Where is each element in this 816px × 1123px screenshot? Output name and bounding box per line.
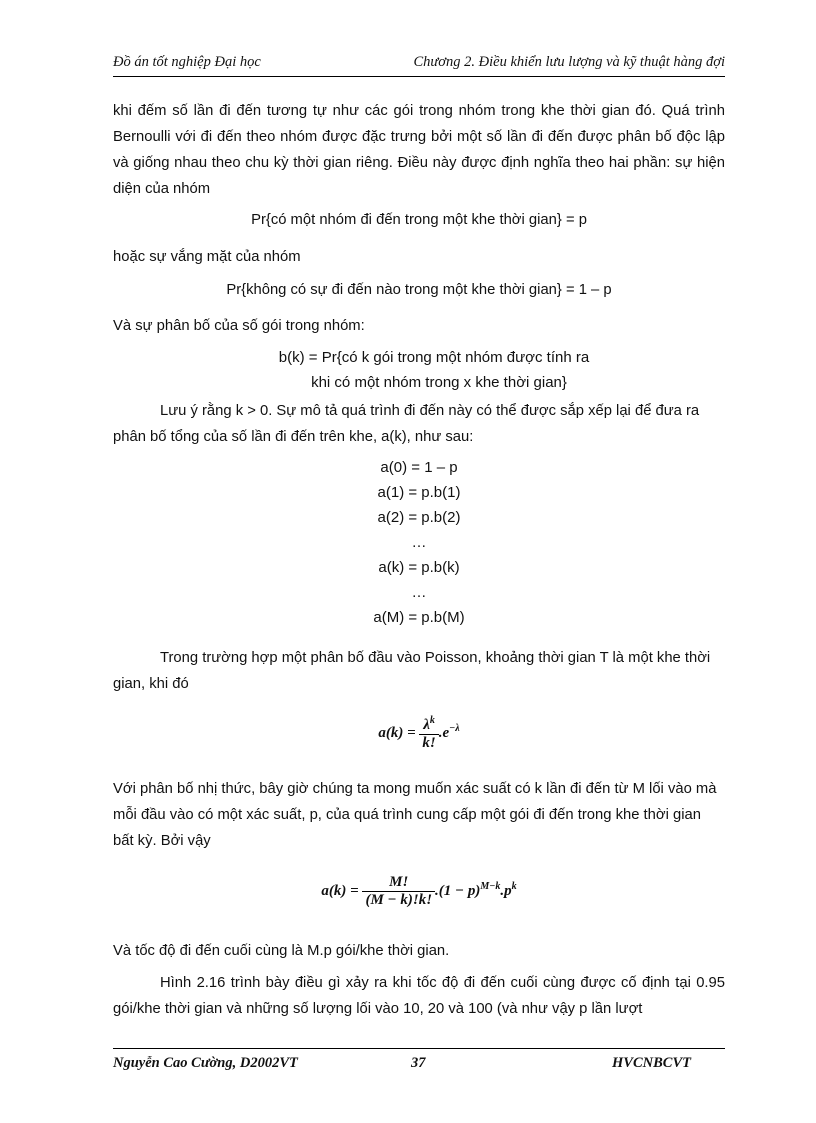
footer-author: Nguyễn Cao Cường, D2002VT <box>113 1055 298 1071</box>
poisson-denominator: k! <box>422 735 436 751</box>
equation-list-item: a(k) = p.b(k) <box>378 559 460 576</box>
equation-list <box>113 455 725 630</box>
equation-3-line-2: khi có một nhóm trong x khe thời gian} <box>311 374 567 391</box>
header-right: Chương 2. Điều khiển lưu lượng và kỹ thuật hàng đợi <box>413 54 725 70</box>
paragraph-2: hoặc sự vắng mặt của nhóm <box>113 249 301 265</box>
paragraph-8: Hình 2.16 trình bày điều gì xảy ra khi tốc độ đi đến cuối cùng được cố định tại 0.95 gói/khe thời gian và những số lượng lối vào 10, 20 và 100 (và như vậy p lần lượt <box>113 975 725 1017</box>
binomial-tail-exponent: k <box>511 880 517 892</box>
binomial-mid: .(1 − p) <box>435 882 481 899</box>
equation-3 <box>113 345 725 395</box>
page-header <box>113 52 725 77</box>
binomial-tail: .p <box>500 882 512 899</box>
poisson-fraction <box>419 715 438 752</box>
binomial-denominator: (M − k)!k! <box>365 892 433 908</box>
binomial-fraction <box>362 874 435 909</box>
equation-list-item: a(1) = p.b(1) <box>377 484 461 501</box>
paragraph-6: Với phân bố nhị thức, bây giờ chúng ta mong muốn xác suất có k lần đi đến từ M lối vào mà mỗi đầu vào có một xác suất, p, của quá trình cung cấp một gói đi đến trong khe thời gian bất kỳ. Bởi vậy <box>113 781 717 849</box>
poisson-formula <box>113 715 725 752</box>
equation-list-item: a(0) = 1 – p <box>380 459 458 476</box>
equation-list-item: … <box>411 584 427 601</box>
paragraph-1: khi đếm số lần đi đến tương tự như các gói trong nhóm trong khe thời gian đó. Quá trình Bernoulli với đi đến theo nhóm được đặc trưng bởi một số lần đi đến được phân bố độc lập và giống nhau theo chu kỳ thời gian riêng. Điều này được định nghĩa theo hai phần: sự hiện diện của nhóm <box>113 103 725 197</box>
page-number: 37 <box>411 1055 426 1071</box>
equation-3-line-1: b(k) = Pr{có k gói trong một nhóm được tính ra <box>278 349 590 366</box>
paragraph-4: Lưu ý rằng k > 0. Sự mô tả quá trình đi đến này có thể được sắp xếp lại để đưa ra phân bố tổng của số lần đi đến trên khe, a(k), như sau: <box>113 403 700 445</box>
equation-list-item: … <box>411 534 427 551</box>
equation-1: Pr{có một nhóm đi đến trong một khe thời gian} = p <box>251 212 587 228</box>
page-footer <box>113 1048 725 1071</box>
header-left: Đồ án tốt nghiệp Đại học <box>113 54 261 70</box>
poisson-numerator-exponent: k <box>429 715 435 726</box>
poisson-lhs: a(k) = <box>378 724 416 741</box>
binomial-numerator: M! <box>362 874 435 892</box>
poisson-numerator: λ <box>423 717 430 733</box>
paragraph-3: Và sự phân bố của số gói trong nhóm: <box>113 318 365 334</box>
footer-org: HVCNBCVT <box>612 1055 691 1071</box>
paragraph-7: Và tốc độ đi đến cuối cùng là M.p gói/khe thời gian. <box>113 943 450 959</box>
binomial-formula <box>113 874 725 909</box>
binomial-lhs: a(k) = <box>321 882 359 899</box>
equation-list-item: a(M) = p.b(M) <box>373 609 465 626</box>
equation-2: Pr{không có sự đi đến nào trong một khe thời gian} = 1 – p <box>226 282 612 298</box>
binomial-mid-exponent: M−k <box>480 880 501 892</box>
poisson-tail: .e <box>438 724 450 741</box>
poisson-tail-exponent: −λ <box>449 722 460 734</box>
equation-list-item: a(2) = p.b(2) <box>377 509 461 526</box>
paragraph-5: Trong trường hợp một phân bố đầu vào Poisson, khoảng thời gian T là một khe thời gian, khi đó <box>113 650 711 692</box>
